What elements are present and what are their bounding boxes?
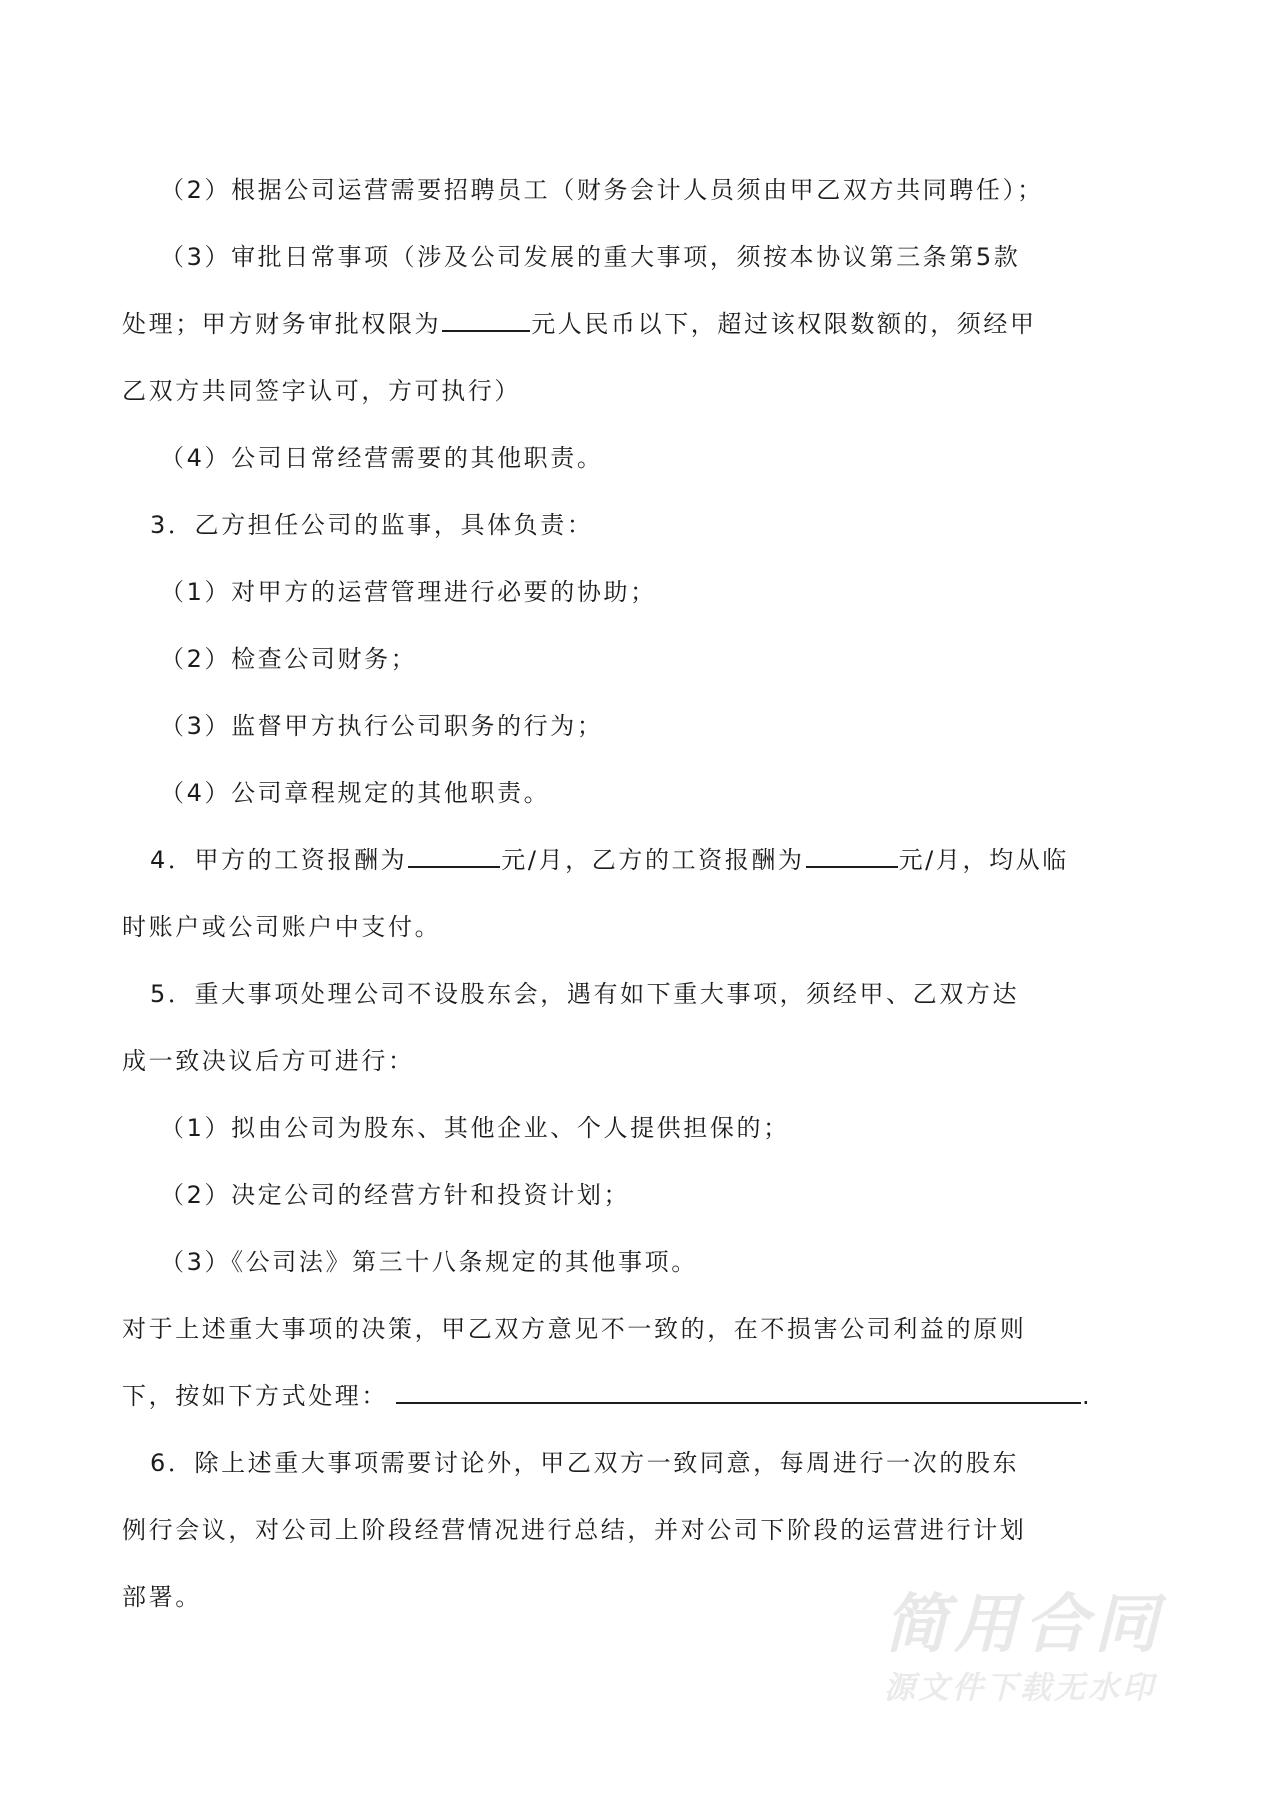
section-5-continued bbox=[122, 1041, 415, 1081]
paragraph-text: 对于上述重大事项的决策，甲乙双方意见不一致的，在不损害公司利益的原则 bbox=[122, 1315, 1027, 1343]
section-text: 元/月，乙方的工资报酬为 bbox=[501, 846, 805, 874]
section-text: 部署。 bbox=[122, 1583, 202, 1611]
clause-3-1 bbox=[160, 572, 657, 612]
dispute-paragraph bbox=[122, 1309, 1026, 1349]
section-6-heading bbox=[150, 1443, 1019, 1483]
section-text: 例行会议，对公司上阶段经营情况进行总结，并对公司下阶段的运营进行计划 bbox=[122, 1516, 1027, 1544]
clause-5-2 bbox=[160, 1175, 630, 1215]
clause-text: （1）对甲方的运营管理进行必要的协助； bbox=[160, 578, 657, 606]
section-text: 元/月，均从临 bbox=[898, 846, 1069, 874]
paragraph-text: 下，按如下方式处理： bbox=[122, 1382, 388, 1410]
clause-3-2 bbox=[160, 639, 417, 679]
clause-text: 元人民币以下，超过该权限数额的，须经甲 bbox=[531, 310, 1037, 338]
watermark-subtitle: 源文件下载无水印 bbox=[884, 1670, 1156, 1706]
section-6-continued bbox=[122, 1510, 1026, 1550]
section-text: 4．甲方的工资报酬为 bbox=[150, 846, 408, 874]
clause-2-2 bbox=[160, 170, 1044, 210]
section-text: 5．重大事项处理公司不设股东会，遇有如下重大事项，须经甲、乙双方达 bbox=[150, 980, 1020, 1008]
section-text: 时账户或公司账户中支付。 bbox=[122, 913, 442, 941]
clause-5-3 bbox=[160, 1242, 698, 1282]
section-text: 6．除上述重大事项需要讨论外，甲乙双方一致同意，每周进行一次的股东 bbox=[150, 1449, 1020, 1477]
section-text: 3．乙方担任公司的监事，具体负责： bbox=[150, 511, 594, 539]
clause-2-3-continued bbox=[122, 304, 1037, 344]
clause-3-3 bbox=[160, 706, 603, 746]
clause-2-3-end bbox=[122, 371, 521, 411]
section-4-continued bbox=[122, 907, 441, 947]
clause-text: （4）公司章程规定的其他职责。 bbox=[160, 779, 551, 807]
section-text: 成一致决议后方可进行： bbox=[122, 1047, 415, 1075]
clause-text: （4）公司日常经营需要的其他职责。 bbox=[160, 444, 604, 472]
clause-3-4 bbox=[160, 773, 550, 813]
clause-5-1 bbox=[160, 1108, 790, 1148]
resolution-method-blank[interactable] bbox=[396, 1376, 1081, 1404]
approval-limit-blank[interactable] bbox=[442, 304, 530, 332]
clause-text: 乙双方共同签字认可，方可执行） bbox=[122, 377, 521, 405]
dispute-resolution-line bbox=[122, 1376, 1092, 1416]
party-b-salary-blank[interactable] bbox=[806, 840, 898, 868]
section-4-salary bbox=[150, 840, 1069, 880]
clause-text: （2）检查公司财务； bbox=[160, 645, 418, 673]
clause-text: （2）根据公司运营需要招聘员工（财务会计人员须由甲乙双方共同聘任）； bbox=[160, 176, 1044, 204]
clause-text: （2）决定公司的经营方针和投资计划； bbox=[160, 1181, 631, 1209]
clause-text: 处理；甲方财务审批权限为 bbox=[122, 310, 442, 338]
clause-2-4 bbox=[160, 438, 603, 478]
section-6-end bbox=[122, 1577, 202, 1617]
section-3-heading bbox=[150, 505, 593, 545]
clause-text: （3）监督甲方执行公司职务的行为； bbox=[160, 712, 604, 740]
section-5-heading bbox=[150, 974, 1019, 1014]
clause-text: （3）《公司法》第三十八条规定的其他事项。 bbox=[160, 1248, 698, 1276]
clause-text: （3）审批日常事项（涉及公司发展的重大事项，须按本协议第三条第5款 bbox=[160, 243, 1021, 271]
clause-2-3 bbox=[160, 237, 1020, 277]
party-a-salary-blank[interactable] bbox=[408, 840, 500, 868]
paragraph-text: . bbox=[1082, 1382, 1093, 1410]
watermark-title: 简用合同 bbox=[884, 1588, 1164, 1662]
clause-text: （1）拟由公司为股东、其他企业、个人提供担保的； bbox=[160, 1114, 790, 1142]
watermark bbox=[884, 1590, 1184, 1708]
